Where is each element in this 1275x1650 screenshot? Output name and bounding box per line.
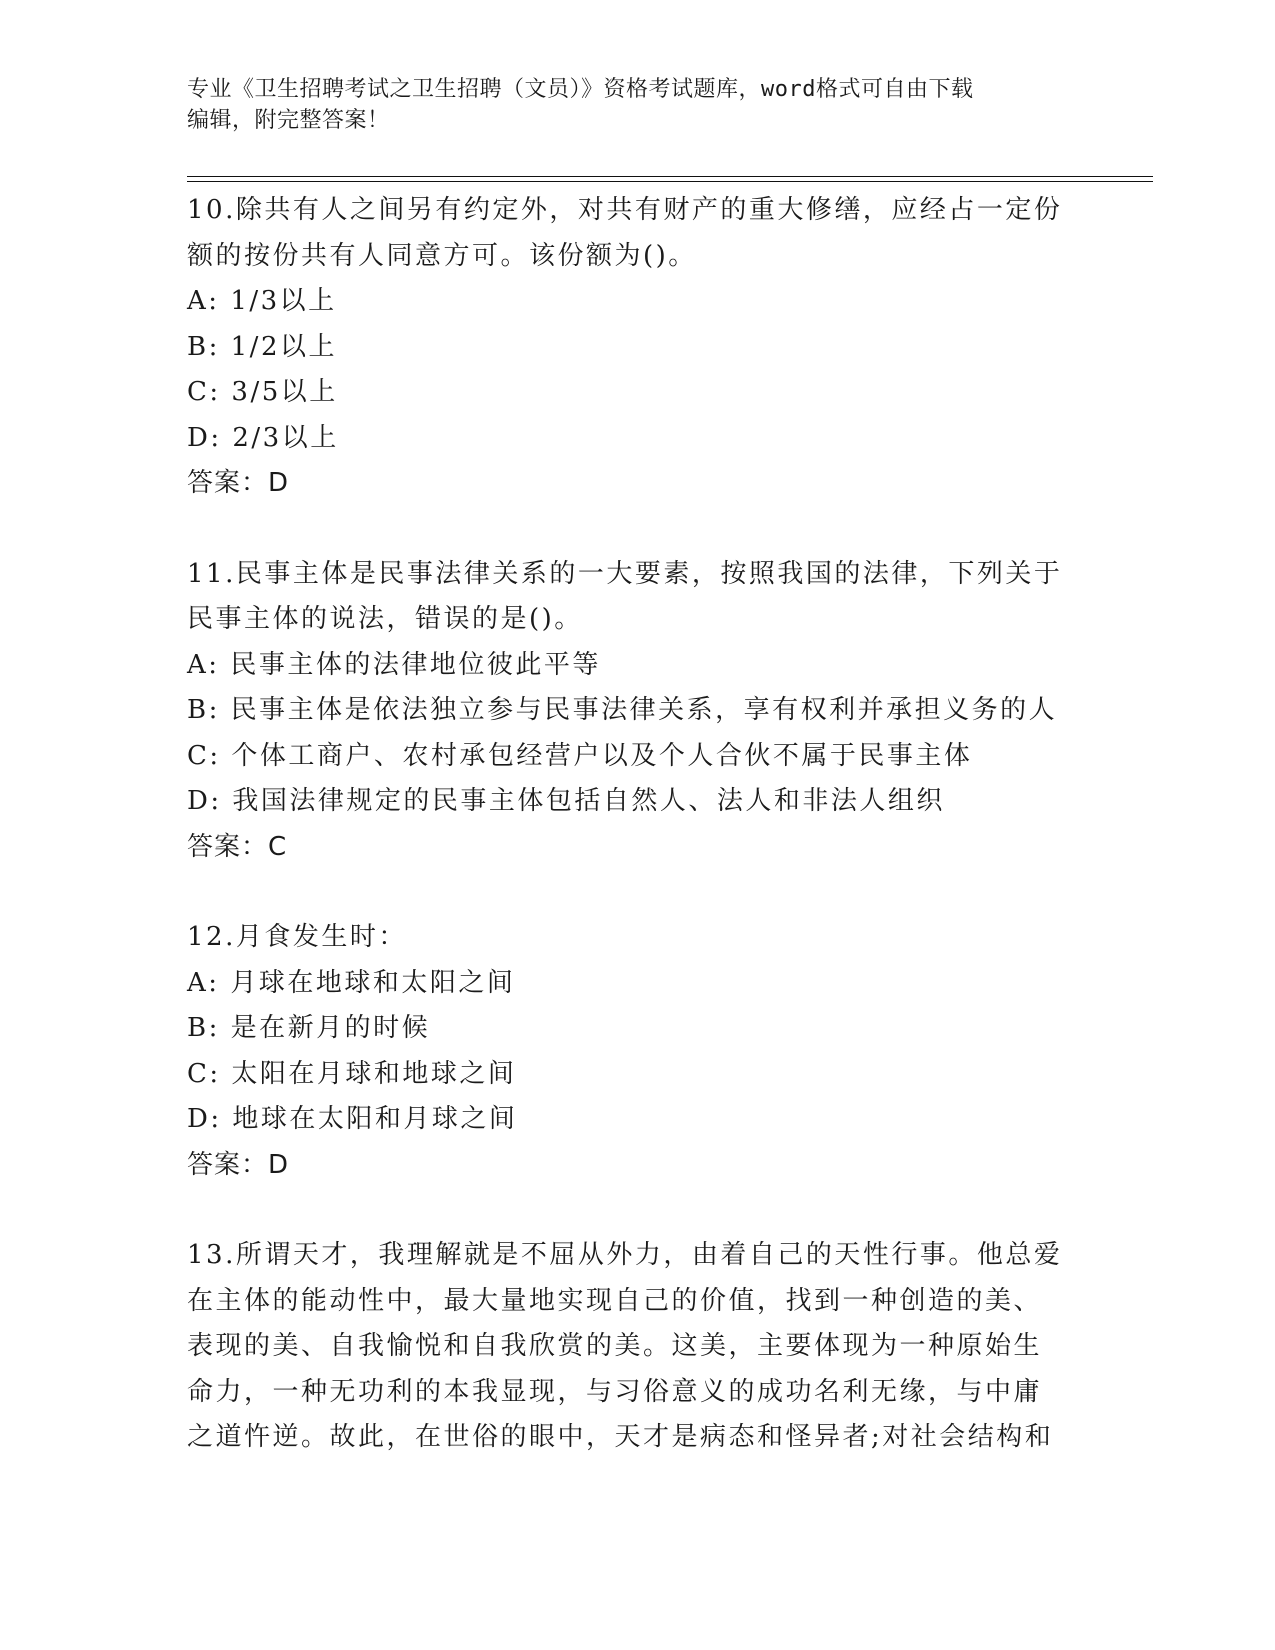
answer-line: 答案：C xyxy=(187,831,288,862)
option-b xyxy=(187,688,1087,734)
question-12 xyxy=(187,915,1087,1188)
option-letter: A: xyxy=(187,649,220,680)
question-text-line: 13.所谓天才，我理解就是不屈从外力，由着自己的天性行事。他总爱 xyxy=(187,1240,1063,1270)
option-letter: D: xyxy=(187,786,222,816)
option-b xyxy=(187,1006,1087,1052)
question-list xyxy=(187,188,1087,1461)
option-letter: C: xyxy=(187,1058,221,1089)
header-line-1: 专业《卫生招聘考试之卫生招聘（文员）》资格考试题库，word格式可自由下载 xyxy=(187,77,974,102)
option-a xyxy=(187,961,1087,1007)
option-letter: B: xyxy=(187,1013,220,1043)
option-text: 地球在太阳和月球之间 xyxy=(232,1104,518,1134)
option-c xyxy=(187,1052,1087,1098)
question-text-line: 命力，一种无功利的本我显现，与习俗意义的成功名利无缘，与中庸 xyxy=(187,1376,1043,1407)
option-text: 民事主体的法律地位彼此平等 xyxy=(230,649,601,680)
option-b xyxy=(187,325,1087,371)
option-a xyxy=(187,279,1087,325)
question-spacer xyxy=(187,870,1087,915)
question-text-line: 10.除共有人之间另有约定外，对共有财产的重大修缮，应经占一定份 xyxy=(187,195,1063,225)
option-d xyxy=(187,1097,1087,1143)
header-divider-bottom xyxy=(187,181,1153,182)
option-text: 个体工商户、农村承包经营户以及个人合伙不属于民事主体 xyxy=(231,740,973,771)
question-13 xyxy=(187,1233,1087,1461)
question-text-line: 民事主体的说法，错误的是()。 xyxy=(187,604,583,634)
option-text: 1/3以上 xyxy=(230,286,337,316)
question-10 xyxy=(187,188,1087,507)
question-11 xyxy=(187,552,1087,871)
answer-line: 答案：D xyxy=(187,468,290,498)
option-c xyxy=(187,734,1087,780)
option-letter: A: xyxy=(187,286,220,316)
option-letter: D: xyxy=(187,1104,222,1134)
question-text-line: 额的按份共有人同意方可。该份额为()。 xyxy=(187,240,697,271)
question-text-line: 表现的美、自我愉悦和自我欣赏的美。这美，主要体现为一种原始生 xyxy=(187,1331,1043,1361)
option-text: 是在新月的时候 xyxy=(230,1013,431,1043)
question-text-line: 11.民事主体是民事法律关系的一大要素，按照我国的法律，下列关于 xyxy=(187,558,1063,589)
option-d xyxy=(187,779,1087,825)
question-spacer xyxy=(187,507,1087,552)
option-text: 2/3以上 xyxy=(232,422,339,453)
option-a xyxy=(187,643,1087,689)
question-text-line: 之道忤逆。故此，在世俗的眼中，天才是病态和怪异者;对社会结构和 xyxy=(187,1422,1054,1452)
document-header xyxy=(187,74,1067,136)
question-text-line: 12.月食发生时： xyxy=(187,922,407,952)
option-letter: A: xyxy=(187,967,220,998)
option-d xyxy=(187,416,1087,462)
header-line-2: 编辑，附完整答案！ xyxy=(187,108,390,133)
option-c xyxy=(187,370,1087,416)
option-text: 1/2以上 xyxy=(230,331,337,362)
option-text: 我国法律规定的民事主体包括自然人、法人和非法人组织 xyxy=(232,786,945,816)
option-letter: B: xyxy=(187,331,220,362)
header-divider-top xyxy=(187,176,1153,177)
option-letter: C: xyxy=(187,377,221,407)
option-letter: B: xyxy=(187,695,220,725)
option-text: 月球在地球和太阳之间 xyxy=(230,967,516,998)
answer-line: 答案：D xyxy=(187,1149,290,1180)
option-text: 民事主体是依法独立参与民事法律关系，享有权利并承担义务的人 xyxy=(230,695,1058,725)
option-text: 3/5以上 xyxy=(231,377,338,407)
option-letter: D: xyxy=(187,422,222,453)
option-letter: C: xyxy=(187,740,221,771)
question-spacer xyxy=(187,1188,1087,1233)
option-text: 太阳在月球和地球之间 xyxy=(231,1058,517,1089)
question-text-line: 在主体的能动性中，最大量地实现自己的价值，找到一种创造的美、 xyxy=(187,1285,1043,1316)
